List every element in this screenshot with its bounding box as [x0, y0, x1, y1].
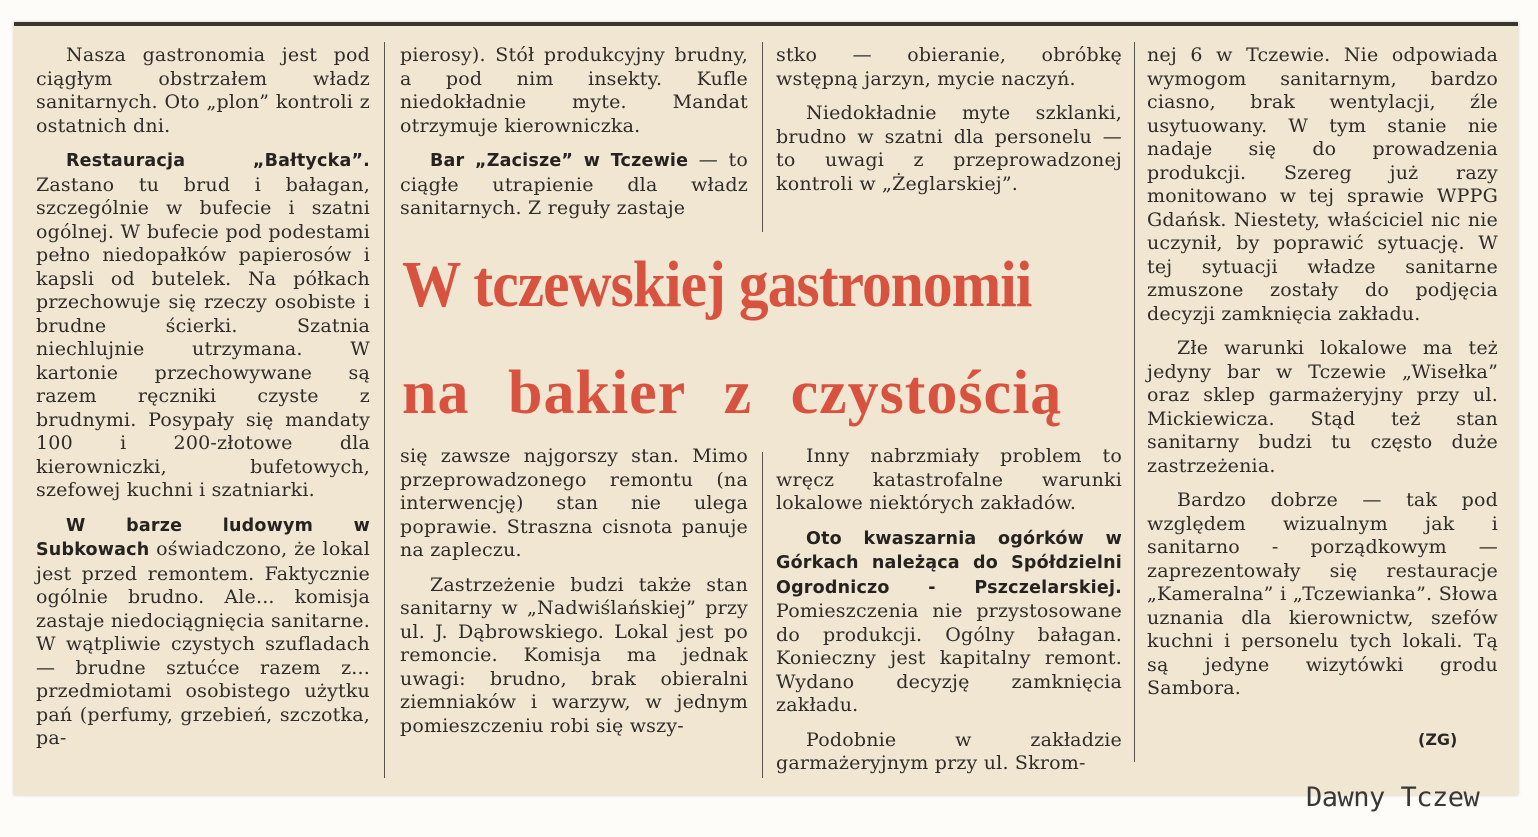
top-rule [14, 22, 1518, 26]
paragraph-lead: W barze ludowym w Subkowach [36, 515, 370, 560]
paragraph-text: Nasza gastronomia jest pod ciągłym obstrzałem władz sanitarnych. Oto „plon” kontroli z ostatnich dni. [36, 44, 370, 137]
paragraph-text: Podobnie w zakładzie garmażeryjnym przy ul. Skrom- [776, 728, 1122, 774]
paragraph [776, 445, 1122, 516]
column-divider [762, 452, 763, 778]
paragraph [36, 149, 370, 503]
paragraph-text: się zawsze najgorszy stan. Mimo przeprowadzonego remontu (na interwencję) stan nie ulega poprawie. Straszna cisnota panuje na zapleczu. [400, 445, 748, 561]
paragraph [400, 149, 748, 221]
paragraph-text: pierosy). Stół produkcyjny brudny, a pod nim insekty. Kufle niedokładnie myte. Mandat otrzymuje kierowniczka. [400, 44, 748, 137]
paragraph [36, 514, 370, 751]
headline-line-1: W tczewskiej gastronomii [402, 248, 1032, 321]
paragraph [776, 102, 1122, 196]
article-column-2 [400, 44, 748, 221]
paragraph-text: Zastano tu brud i bałagan, szczególnie w bufecie i szatni ogólnej. W bufecie pod podestami pełno niedopałków papierosów i kapsli od butelek. Na półkach przechowuje się rzeczy osobiste i brudne ścierki. Szatnia niechlujnie utrzymana. W kartonie przechowywane są razem ręczniki czyste z brudnymi. Posypały się mandaty 100 i 200-złotowe dla kierowniczki, bufetowych, szefowej kuchni i szatniarki. [36, 173, 370, 501]
watermark-text: Dawny Tczew [1306, 782, 1480, 813]
column-divider [1134, 42, 1135, 762]
paragraph [776, 44, 1122, 91]
paragraph-lead: Bar „Zacisze” w Tczewie [430, 151, 689, 171]
paragraph [400, 445, 748, 563]
column-divider [762, 42, 763, 232]
paragraph [776, 527, 1122, 718]
paragraph [400, 574, 748, 739]
paragraph-text: nej 6 w Tczewie. Nie odpowiada wymogom sanitarnym, bardzo ciasno, brak wentylacji, źle usytuowany. W tym stanie nie nadaje się do prowadzenia produkcji. Szereg już razy monitowano w tej sprawie WPPG Gdańsk. Niestety, właściciel nic nie uczynił, by poprawić sytuację. W tej sytuacji władze sanitarne zmuszone zostały do podjęcia decyzji zamknięcia zakładu. [1147, 44, 1498, 325]
headline-line-2: na bakier z czystością [402, 359, 1063, 427]
paragraph [400, 44, 748, 138]
article-column-4 [1147, 44, 1498, 701]
paragraph [36, 44, 370, 138]
article-column-3-lower [776, 445, 1122, 776]
article-headline [402, 250, 1118, 428]
paragraph [776, 729, 1122, 776]
paragraph-text: Pomieszczenia nie przystosowane do produkcji. Ogólny bałagan. Konieczny jest kapitalny remont. Wydano decyzję zamknięcia zakładu. [776, 600, 1122, 716]
paragraph-lead: Restauracja „Bałtycka”. [66, 151, 370, 171]
newspaper-clipping [14, 22, 1518, 795]
column-divider [384, 42, 385, 778]
paragraph [1147, 337, 1498, 478]
article-column-1 [36, 44, 370, 751]
paragraph [1147, 489, 1498, 701]
paragraph-text: Niedokładnie myte szklanki, brudno w szatni dla personelu — to uwagi z przeprowadzonej kontroli w „Żeglarskiej”. [776, 102, 1122, 195]
paragraph-text: — to ciągłe utrapienie dla władz sanitarnych. Z reguły zastaje [400, 149, 748, 219]
paragraph-text: Inny nabrzmiały problem to wręcz katastrofalne warunki lokalowe niektórych zakładów. [776, 445, 1122, 514]
author-signature: (ZG) [1418, 730, 1458, 749]
paragraph-text: Bardzo dobrze — tak pod względem wizualnym jak i sanitarno - porządkowym — zaprezentowały się restauracje „Kameralna” i „Tczewianka”. Słowa uznania dla kierownictw, szefów kuchni i personelu tych lokali. Tą są jedyne wizytówki grodu Sambora. [1147, 489, 1498, 699]
paragraph-text: Zastrzeżenie budzi także stan sanitarny w „Nadwiślańskiej” przy ul. J. Dąbrowskiego. Lokal jest po remoncie. Komisja ma jednak uwagi: brudno, brak obieralni ziemniaków i warzyw, w jednym pomieszczeniu robi się wszy- [400, 573, 748, 737]
paragraph-text: stko — obieranie, obróbkę wstępną jarzyn, mycie naczyń. [776, 44, 1122, 90]
paragraph-text: Złe warunki lokalowe ma też jedyny bar w Tczewie „Wisełka” oraz sklep garmażeryjny przy ul. Mickiewicza. Stąd też stan sanitarny budzi tu często duże zastrzeżenia. [1147, 337, 1498, 477]
paragraph-text: oświadczono, że lokal jest przed remontem. Faktycznie ogólnie brudno. Ale... komisja zastaje niedociągnięcia sanitarne. W wątpliwie czystych szufladach — brudne sztućce razem z... przedmiotami osobistego użytku pań (perfumy, grzebień, szczotka, pa- [36, 538, 370, 749]
paragraph [1147, 44, 1498, 326]
paragraph-lead: Oto kwaszarnia ogórków w Górkach należąca do Spółdzielni Ogrodniczo - Pszczelarskiej. [776, 528, 1122, 598]
article-column-2-lower [400, 445, 748, 738]
article-column-3 [776, 44, 1122, 196]
